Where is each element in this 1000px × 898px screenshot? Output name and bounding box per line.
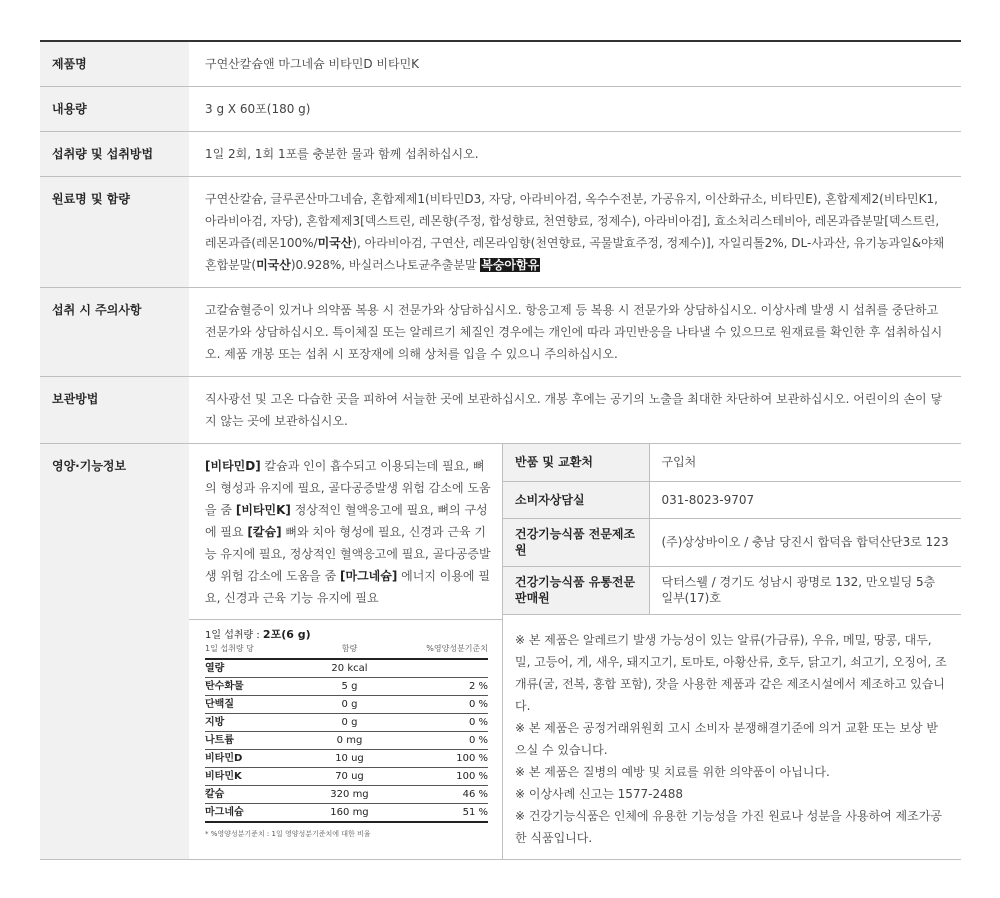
row-product-name [40, 41, 961, 87]
row-ingredients [40, 177, 961, 288]
row-caution [40, 288, 961, 377]
nutrition-row [205, 804, 488, 823]
nutrition-section-label: 영양·기능정보 [40, 444, 189, 860]
function-title-vitamin-k: [비타민K] [235, 503, 291, 517]
row-nutrition [40, 444, 961, 860]
nutrient-amount: 0 g [341, 699, 358, 710]
contact-row-manufacturer [503, 518, 961, 566]
function-description [189, 444, 502, 620]
product-info-sheet [40, 40, 961, 860]
notice-item: ※ 본 제품은 질병의 예방 및 치료를 위한 의약품이 아닙니다. [515, 764, 830, 779]
nutrient-daily-value: 100 % [456, 753, 488, 764]
contact-table [503, 444, 961, 615]
allergen-highlight: 복숭아함유 [481, 258, 540, 272]
caution-label: 섭취 시 주의사항 [40, 288, 189, 377]
ingredients-text-1: 구연산칼슘, 글루콘산마그네슘, 혼합제제1(비타민D3, 자당, 아라비아검, 옥수수전분, 가공유지, 이산화규소, 비타민E), 혼합제제2(비타민K1, 아라비아검, 자당), 혼합제제3[덱스트린, 레몬향(주정, 합성향료, 천연향료, 정제수), 아라비아검], 효소처리스테비아, 레몬과즙분말[덱스트린, 레몬과즙(레몬100%/ [205, 192, 940, 250]
notice-item: ※ 본 제품은 공정거래위원회 고시 소비자 분쟁해결기준에 의거 교환 또는 보상 받으실 수 있습니다. [515, 720, 938, 757]
nutrient-name: 탄수화물 [205, 681, 244, 692]
storage-value: 직사광선 및 고온 다습한 곳을 피하여 서늘한 곳에 보관하십시오. 개봉 후에는 공기의 노출을 최대한 차단하여 보관하십시오. 어린이의 손이 닿지 않는 곳에 보관하십시오. [189, 377, 961, 444]
nutrient-daily-value: 46 % [462, 789, 488, 800]
nutrient-daily-value: 0 % [468, 717, 488, 728]
function-text-vitamin-k: 정상적인 혈액응고에 필요, 뼈의 구성에 필요 [205, 503, 488, 539]
product-info-table [40, 40, 961, 860]
nutrition-facts-title [205, 628, 488, 643]
nutrient-name: 지방 [205, 717, 225, 728]
nutrient-name: 칼슘 [205, 789, 225, 800]
nutrient-amount: 320 mg [330, 789, 369, 800]
contact-label: 소비자상담실 [503, 481, 649, 518]
nutrient-daily-value [394, 660, 488, 677]
dosage-value: 1일 2회, 1회 1포를 충분한 물과 함께 섭취하십시오. [189, 132, 961, 177]
nutrition-right-column [503, 444, 961, 859]
nutrition-row [205, 678, 488, 696]
storage-label: 보관방법 [40, 377, 189, 444]
header-per-serving: 1일 섭취량 당 [205, 644, 254, 653]
origin-usa-1: 미국산 [317, 236, 353, 250]
nutrition-row [205, 732, 488, 750]
nutrition-row [205, 696, 488, 714]
nutrition-row [205, 750, 488, 768]
function-title-vitamin-d: [비타민D] [205, 459, 261, 473]
nutrient-daily-value: 0 % [468, 699, 488, 710]
row-volume [40, 87, 961, 132]
contact-value: 031-8023-9707 [649, 481, 961, 518]
contact-row-return [503, 444, 961, 481]
nutrition-left-column [189, 444, 503, 859]
nutrient-amount: 20 kcal [331, 663, 368, 674]
notice-item: ※ 건강기능식품은 인체에 유용한 기능성을 가진 원료나 성분을 사용하여 제조가공한 식품입니다. [515, 808, 942, 845]
row-dosage [40, 132, 961, 177]
ingredients-text-3: )0.928%, 바실러스나토균추출분말 [290, 258, 481, 272]
function-title-calcium: [칼슘] [247, 525, 282, 539]
product-name-value: 구연산칼슘앤 마그네슘 비타민D 비타민K [189, 41, 961, 87]
nutrient-daily-value: 2 % [468, 681, 488, 692]
function-text-calcium: 뼈와 치아 형성에 필요, 신경과 근육 기능 유지에 필요, 정상적인 혈액응고에 필요, 골다공증발생 위험 감소에 도움을 줌 [205, 525, 491, 583]
ingredients-label: 원료명 및 함량 [40, 177, 189, 288]
function-title-magnesium: [마그네슘] [340, 569, 398, 583]
contact-value: (주)상상바이오 / 충남 당진시 합덕읍 합덕산단3로 123 [649, 518, 961, 566]
nutrition-facts-box [189, 620, 502, 847]
contact-row-consumer [503, 481, 961, 518]
nutrition-row [205, 660, 488, 678]
nutrient-name: 비타민D [205, 753, 243, 764]
ingredients-text-2: ), 아라비아검, 구연산, 레몬라임향(천연향료, 곡물발효주정, 정제수)], 자일리톨2%, DL-사과산, 유기농과일&야채혼합분말( [205, 236, 945, 272]
volume-label: 내용량 [40, 87, 189, 132]
contact-label: 반품 및 교환처 [503, 444, 649, 481]
notice-list [503, 615, 961, 859]
header-amount: 함량 [341, 644, 358, 653]
nutrient-amount: 10 ug [335, 753, 364, 764]
nutrient-daily-value: 0 % [468, 735, 488, 746]
product-name-label: 제품명 [40, 41, 189, 87]
nutrient-name: 나트륨 [205, 735, 234, 746]
nutrient-name: 비타민K [205, 771, 242, 782]
caution-value: 고칼슘혈증이 있거나 의약품 복용 시 전문가와 상담하십시오. 항응고제 등 복용 시 전문가와 상담하십시오. 이상사례 발생 시 섭취를 중단하고 전문가와 상담하십시오. 특이체질 또는 알레르기 체질인 경우에는 개인에 따라 과민반응을 나타낼 수 있으므로 원재료를 확인한 후 섭취하십시오. 제품 개봉 또는 섭취 시 포장재에 의해 상처를 입을 수 있으니 주의하십시오. [189, 288, 961, 377]
nutrient-name: 단백질 [205, 699, 234, 710]
serving-size: 2포(6 g) [262, 628, 311, 641]
function-text-vitamin-d: 칼슘과 인이 흡수되고 이용되는데 필요, 뼈의 형성과 유지에 필요, 골다공증발생 위험 감소에 도움을 줌 [205, 459, 491, 517]
header-daily-value: %영양성분기준치 [426, 644, 488, 653]
dosage-label: 섭취량 및 섭취방법 [40, 132, 189, 177]
nutrient-daily-value: 100 % [456, 771, 488, 782]
contact-row-distributor [503, 566, 961, 614]
nutrient-name: 마그네슘 [205, 807, 244, 818]
nutrient-amount: 0 g [341, 717, 358, 728]
notice-item: ※ 이상사례 신고는 1577-2488 [515, 786, 684, 801]
nutrition-row [205, 768, 488, 786]
volume-value: 3 g X 60포(180 g) [189, 87, 961, 132]
nutrient-amount: 160 mg [330, 807, 369, 818]
nutrient-daily-value: 51 % [462, 807, 488, 818]
contact-label: 건강기능식품 유통전문판매원 [503, 566, 649, 614]
notice-item: ※ 본 제품은 알레르기 발생 가능성이 있는 알류(가금류), 우유, 메밀, 땅콩, 대두, 밀, 고등어, 게, 새우, 돼지고기, 토마토, 아황산류, 호두, 닭고기, 쇠고기, 오징어, 조개류(굴, 전복, 홍합 포함), 잣을 사용한 제품과 같은 제조시설에서 제조하고 있습니다. [515, 632, 947, 713]
nutrient-amount: 0 mg [336, 735, 363, 746]
nutrition-row [205, 714, 488, 732]
contact-value: 구입처 [649, 444, 961, 481]
nutrient-name: 열량 [205, 663, 225, 674]
contact-label: 건강기능식품 전문제조원 [503, 518, 649, 566]
nutrition-section [189, 444, 961, 860]
row-storage [40, 377, 961, 444]
nutrition-row [205, 786, 488, 804]
nutrient-amount: 70 ug [335, 771, 364, 782]
nutrition-facts-rows [205, 660, 488, 823]
origin-usa-2: 미국산 [256, 258, 291, 272]
nutrition-footnote: * %영양성분기준치 : 1일 영양성분기준치에 대한 비율 [205, 830, 371, 838]
contact-value: 닥터스웰 / 경기도 성남시 광명로 132, 만오빌딩 5층 일부(17)호 [649, 566, 961, 614]
function-text-magnesium: 에너지 이용에 필요, 신경과 근육 기능 유지에 필요 [205, 569, 490, 605]
serving-prefix: 1일 섭취량 : [205, 630, 263, 641]
ingredients-value [189, 177, 961, 288]
nutrition-facts-header [205, 643, 488, 660]
nutrient-amount: 5 g [341, 681, 358, 692]
